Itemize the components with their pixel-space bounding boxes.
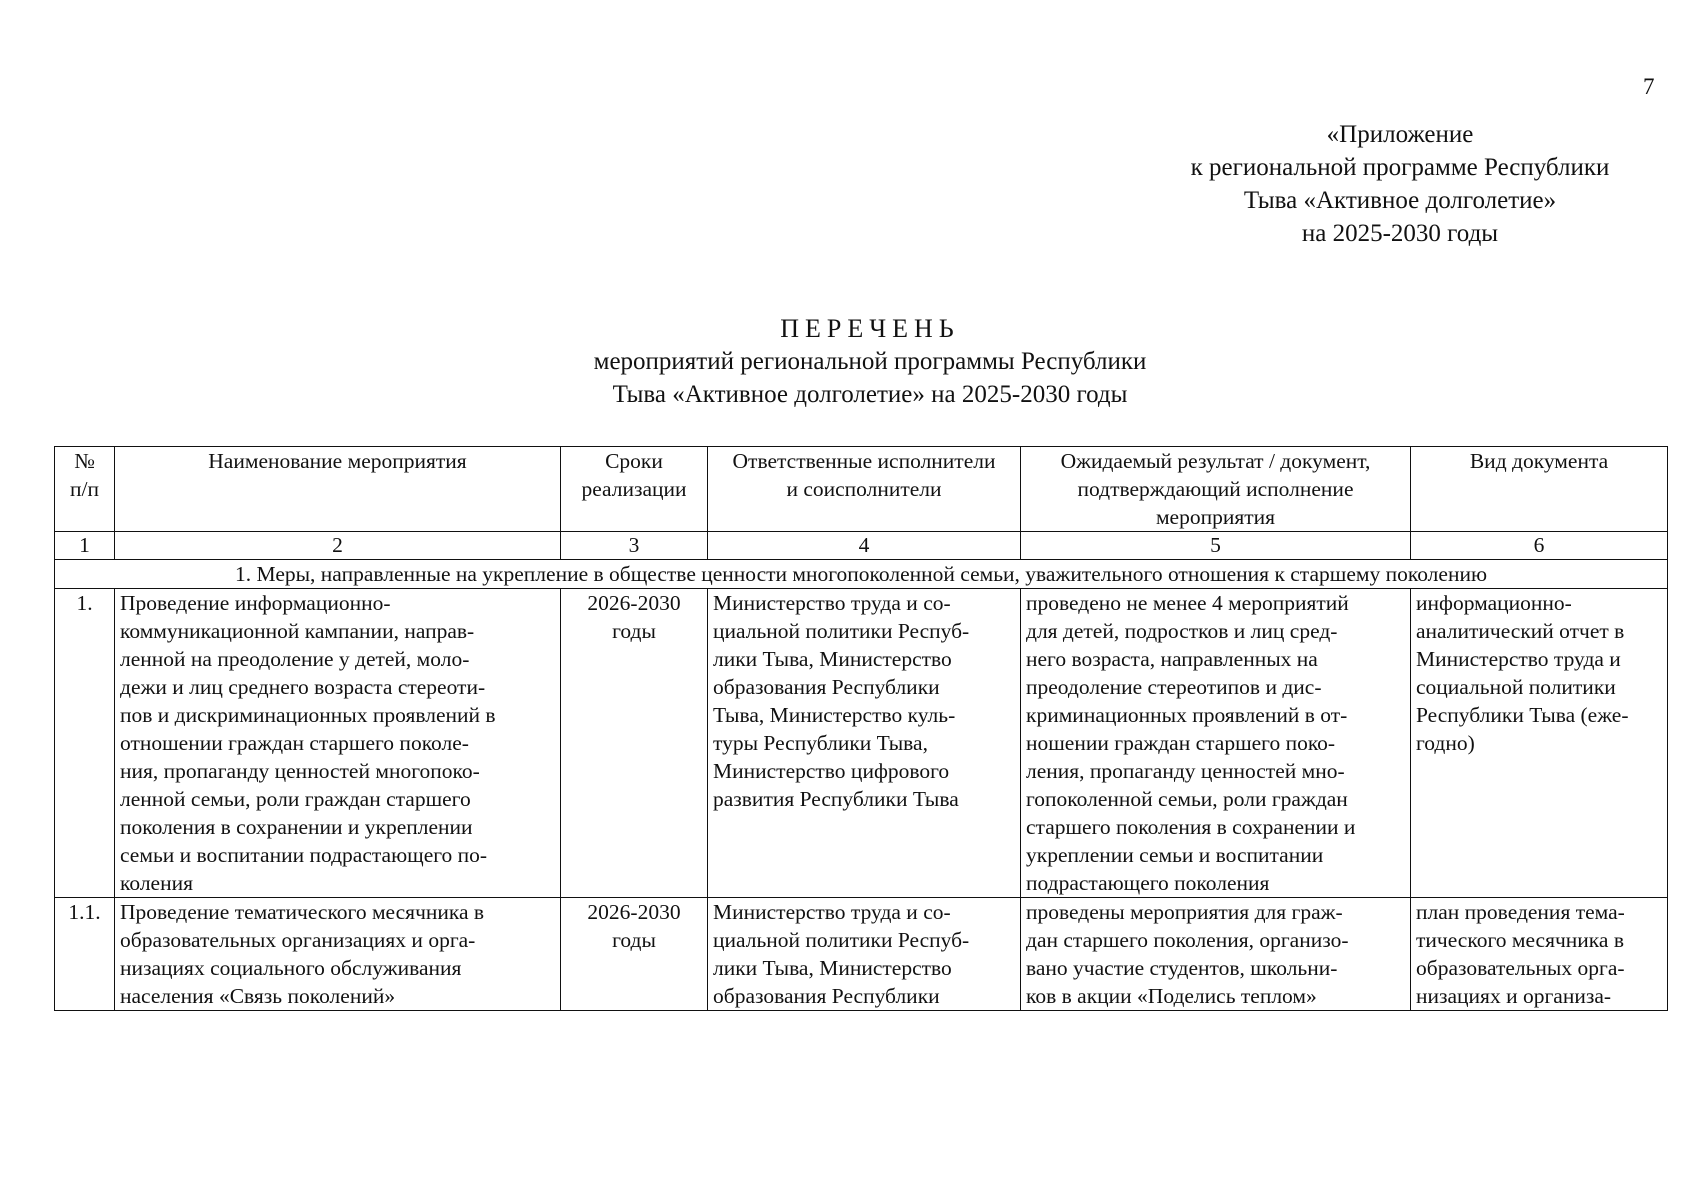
row-executors: Министерство труда и со- циальной политики Респуб- лики Тыва, Министерство образования Республики (708, 898, 1021, 1011)
row-num: 1. (55, 589, 115, 898)
column-number-row (55, 532, 1668, 560)
row-result: проведены мероприятия для граж- дан старшего поколения, организо- вано участие студентов, школьни- ков в акции «Поделись теплом» (1021, 898, 1411, 1011)
column-number: 6 (1411, 532, 1668, 560)
header-executors: Ответственные исполнители и соисполнители (708, 447, 1021, 532)
column-number: 4 (708, 532, 1021, 560)
title-line: Тыва «Активное долголетие» на 2025-2030 годы (612, 381, 1128, 408)
column-number: 3 (561, 532, 708, 560)
header-row (55, 447, 1668, 532)
page-number: 7 (1643, 74, 1655, 99)
appendix-line: к региональной программе Республики (1190, 154, 1610, 181)
title-line: мероприятий региональной программы Республики (593, 348, 1147, 375)
header-doc-type: Вид документа (1411, 447, 1668, 532)
appendix-line: на 2025-2030 годы (1301, 220, 1499, 247)
column-number: 1 (55, 532, 115, 560)
column-number: 5 (1021, 532, 1411, 560)
header-result: Ожидаемый результат / документ, подтверждающий исполнение мероприятия (1021, 447, 1411, 532)
row-doc-type: план проведения тема- тического месячника в образовательных орга- низациях и организа- (1411, 898, 1668, 1011)
document-title (370, 312, 1370, 411)
table-row (55, 898, 1668, 1011)
appendix-note (1150, 118, 1650, 250)
header-period: Сроки реализации (561, 447, 708, 532)
row-name: Проведение информационно- коммуникационной кампании, направ- ленной на преодоление у детей, моло- дежи и лиц среднего возраста стереоти- пов и дискриминационных проявлений в отношении граждан старшего поколе- ния, пропаганду ценностей многопоко- ленной семьи, роли граждан старшего поколения в сохранении и укреплении семьи и воспитании подрастающего по- коления (115, 589, 561, 898)
section-row (55, 560, 1668, 589)
header-num: № п/п (55, 447, 115, 532)
row-period: 2026-2030 годы (561, 898, 708, 1011)
appendix-line: Тыва «Активное долголетие» (1243, 187, 1557, 214)
appendix-line: «Приложение (1326, 121, 1474, 148)
row-period: 2026-2030 годы (561, 589, 708, 898)
row-executors: Министерство труда и со- циальной политики Респуб- лики Тыва, Министерство образования Республики Тыва, Министерство куль- туры Республики Тыва, Министерство цифрового развития Республики Тыва (708, 589, 1021, 898)
table-row (55, 589, 1668, 898)
row-result: проведено не менее 4 мероприятий для детей, подростков и лиц сред- него возраста, направленных на преодоление стереотипов и дис- криминационных проявлений в от- ношении граждан старшего поко- ления, пропаганду ценностей мно- гопоколенной семьи, роли граждан старшего поколения в сохранении и укреплении семьи и воспитании подрастающего поколения (1021, 589, 1411, 898)
header-name: Наименование мероприятия (115, 447, 561, 532)
title-heading: ПЕРЕЧЕНЬ (780, 314, 960, 343)
row-doc-type: информационно- аналитический отчет в Министерство труда и социальной политики Республики Тыва (еже- годно) (1411, 589, 1668, 898)
section-title: 1. Меры, направленные на укрепление в обществе ценности многопоколенной семьи, уважительного отношения к старшему поколению (55, 560, 1668, 589)
row-name: Проведение тематического месячника в образовательных организациях и орга- низациях социального обслуживания населения «Связь поколений» (115, 898, 561, 1011)
row-num: 1.1. (55, 898, 115, 1011)
column-number: 2 (115, 532, 561, 560)
measures-table (54, 446, 1668, 1011)
